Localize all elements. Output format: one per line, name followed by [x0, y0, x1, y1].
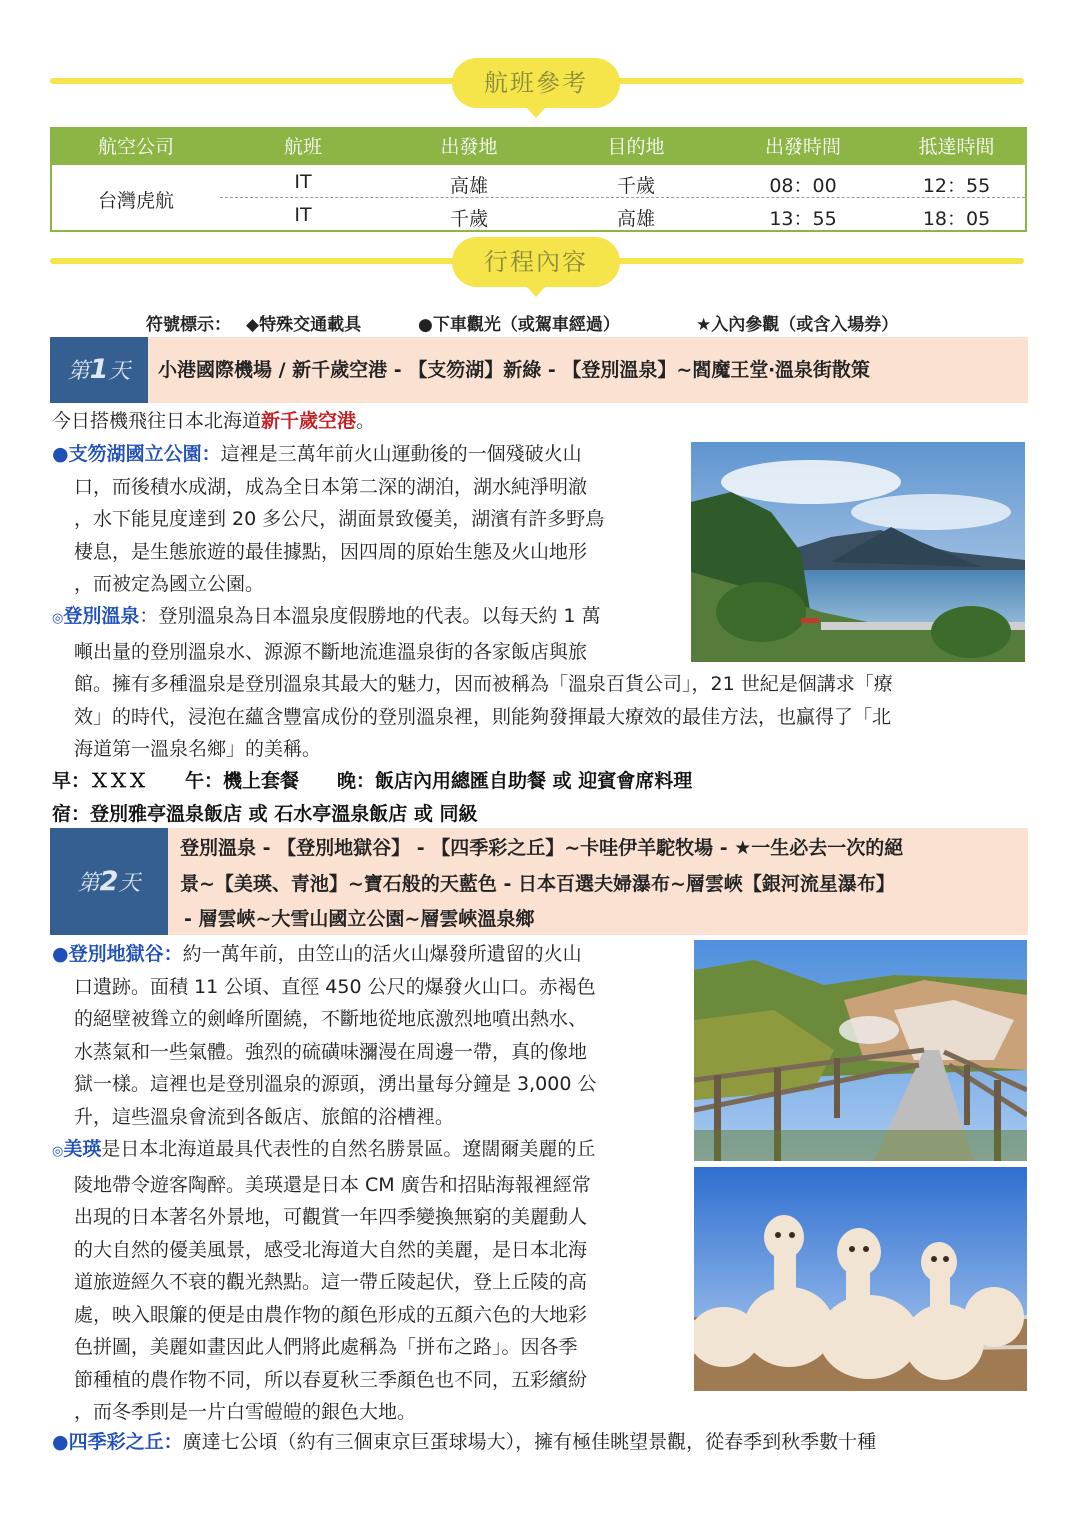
day2-label	[50, 828, 168, 935]
day2-p1-line: 口遺跡。面積 11 公頃、直徑 450 公尺的爆發火山口。赤褐色	[74, 975, 596, 998]
day1-p1-line: ，水下能見度達到 20 多公尺，湖面景致優美，湖濱有許多野鳥	[74, 508, 605, 530]
day2-p1-line: 的絕壁被聳立的劍峰所圍繞，不斷地從地底激烈地噴出熱水、	[74, 1008, 588, 1030]
day1-intro-highlight: 新千歲空港	[261, 410, 357, 432]
day2-p2-line: 陵地帶令遊客陶醉。美瑛還是日本 CM 廣告和招貼海報裡經常	[74, 1173, 591, 1196]
day2-p2-line: 道旅遊經久不衰的觀光熱點。這一帶丘陵起伏，登上丘陵的高	[74, 1271, 588, 1293]
lake-shikotsu-photo	[691, 442, 1025, 662]
day1-intro-post: 。	[356, 410, 376, 432]
day2-p1	[52, 938, 692, 1133]
day2-header	[50, 828, 1028, 935]
day1-p1-line: 口，而後積水成湖，成為全日本第二深的湖泊，湖水純淨明澈	[74, 475, 588, 498]
legend-sightseeing: ●下車觀光（或駕車經過）	[418, 315, 620, 335]
day2-p2	[52, 1133, 692, 1429]
itinerary-section-title: 行程內容	[452, 237, 620, 287]
day1-label-suffix: 天	[108, 359, 131, 384]
header-from: 出發地	[440, 136, 498, 158]
flight-table	[50, 127, 1027, 232]
day2-p2-head: 美瑛	[63, 1138, 102, 1160]
header-airline: 航空公司	[97, 136, 174, 158]
day2-p2-line: 色拼圖，美麗如畫因此人們將此處稱為「拼布之路」。因各季	[74, 1336, 578, 1358]
day2-p2-line: 是日本北海道最具代表性的自然名勝景區。遼闊爾美麗的丘	[101, 1138, 596, 1160]
day1-p1-head: ●支笏湖國立公園：	[52, 443, 221, 465]
day1-p2-mark: ◎	[52, 611, 64, 626]
day1-p1	[52, 438, 692, 601]
day2-p1-head: ●登別地獄谷：	[52, 943, 183, 965]
row2-to: 高雄	[616, 208, 655, 230]
day2-p2-line: 的大自然的優美風景，感受北海道大自然的美麗，是日本北海	[74, 1238, 588, 1261]
row1-to: 千歲	[616, 175, 655, 197]
day2-p3-head: ●四季彩之丘：	[52, 1431, 183, 1453]
day1-label-num: 1	[89, 354, 109, 385]
day2-p3	[52, 1426, 1028, 1459]
day2-p2-line: 節種植的農作物不同，所以春夏秋三季顏色也不同，五彩繽紛	[74, 1368, 588, 1391]
day1-hotel: 宿：登別雅亭溫泉飯店 或 石水亭溫泉飯店 或 同級	[52, 803, 478, 825]
day1-label-prefix: 第	[67, 359, 90, 384]
day2-title-line: - 層雲峽~大雪山國立公園~層雲峽溫泉鄉	[184, 908, 535, 930]
day2-p1-line: 獄一樣。這裡也是登別溫泉的源頭，湧出量每分鐘是 3,000 公	[74, 1073, 597, 1095]
legend-special: ◆特殊交通載具	[246, 315, 362, 335]
day2-label-num: 2	[99, 866, 119, 897]
day1-p2-head: 登別溫泉	[63, 605, 140, 627]
day2-p1-line: 升，這些溫泉會流到各飯店、旅館的浴槽裡。	[74, 1105, 455, 1128]
header-to: 目的地	[607, 136, 665, 158]
row2-from: 千歲	[449, 208, 488, 230]
day1-header	[50, 337, 1028, 403]
day1-meals: 早：ＸＸＸ 午：機上套餐 晚：飯店內用總匯自助餐 或 迎賓會席料理	[52, 770, 693, 792]
day1-label	[50, 337, 148, 403]
day2-p1-line: 水蒸氣和一些氣體。強烈的硫磺味瀰漫在周邊一帶，真的像地	[74, 1040, 588, 1063]
day2-p2-mark: ◎	[52, 1144, 64, 1159]
jigokudani-photo	[694, 940, 1027, 1161]
day1-p1-line: 棲息，是生態旅遊的最佳據點，因四周的原始生態及火山地形	[74, 540, 588, 563]
header-depart: 出發時間	[764, 136, 841, 158]
row1-arrive: 12：55	[922, 175, 991, 197]
day1-title: 小港國際機場 / 新千歲空港 - 【支笏湖】新綠 - 【登別溫泉】~閻魔王堂‧溫泉街散策	[158, 359, 870, 381]
day2-label-prefix: 第	[77, 871, 100, 896]
day2-label-suffix: 天	[118, 871, 141, 896]
day1-intro	[52, 405, 375, 438]
day2-p1-line: 約一萬年前，由笠山的活火山爆發所遺留的火山	[182, 943, 582, 965]
legend-prefix: 符號標示：	[146, 315, 231, 335]
day1-p1-line: 這裡是三萬年前火山運動後的一個殘破火山	[220, 443, 582, 465]
airline-name: 台灣虎航	[97, 190, 174, 212]
day1-p2-line: 館。擁有多種溫泉是登別溫泉其最大的魅力，因而被稱為「溫泉百貨公司」，21 世紀是個講求「療	[74, 673, 893, 695]
header-arrive: 抵達時間	[918, 136, 995, 158]
row2-arrive: 18：05	[922, 208, 991, 230]
day1-p2-line: ：登別溫泉為日本溫泉度假勝地的代表。以每天約 1 萬	[139, 605, 601, 627]
row1-depart: 08：00	[769, 175, 837, 197]
day2-p3-text: 廣達七公頃（約有三個東京巨蛋球場大），擁有極佳眺望景觀，從春季到秋季數十種	[182, 1431, 877, 1453]
flight-table-header	[52, 129, 1025, 165]
row2-depart: 13：55	[769, 208, 837, 230]
alpaca-photo	[694, 1167, 1027, 1391]
day2-p2-line: 處，映入眼簾的便是由農作物的顏色形成的五顏六色的大地彩	[74, 1303, 588, 1326]
row1-flight: IT	[294, 171, 312, 193]
day1-p2-line: 噸出量的登別溫泉水、源源不斷地流進溫泉街的各家飯店與旅	[74, 640, 588, 663]
row2-flight: IT	[294, 204, 312, 226]
day2-title-line: 景~【美瑛、青池】~寶石般的天藍色 - 日本百選夫婦瀑布~層雲峽【銀河流星瀑布】	[180, 873, 895, 895]
day1-p2-line: 效」的時代，浸泡在蘊含豐富成份的登別溫泉裡，則能夠發揮最大療效的最佳方法，也贏得了「北	[74, 705, 892, 728]
day1-intro-pre: 今日搭機飛往日本北海道	[52, 410, 262, 432]
flight-section-title: 航班參考	[452, 58, 620, 108]
day1-p1-line: ，而被定為國立公園。	[74, 573, 265, 595]
day2-p2-line: 出現的日本著名外景地，可觀賞一年四季變換無窮的美麗動人	[74, 1206, 588, 1228]
day2-title-line: 登別溫泉 - 【登別地獄谷】 - 【四季彩之丘】~卡哇伊羊駝牧場 - ★一生必去一次的絕	[180, 837, 904, 859]
legend-entry: ★入內參觀（或含入場券）	[696, 315, 899, 335]
day1-p2-line: 海道第一溫泉名鄉」的美稱。	[74, 738, 322, 760]
header-flight: 航班	[283, 136, 322, 158]
row1-from: 高雄	[449, 175, 488, 197]
day2-p2-line: ，而冬季則是一片白雪皚皚的銀色大地。	[74, 1401, 417, 1423]
